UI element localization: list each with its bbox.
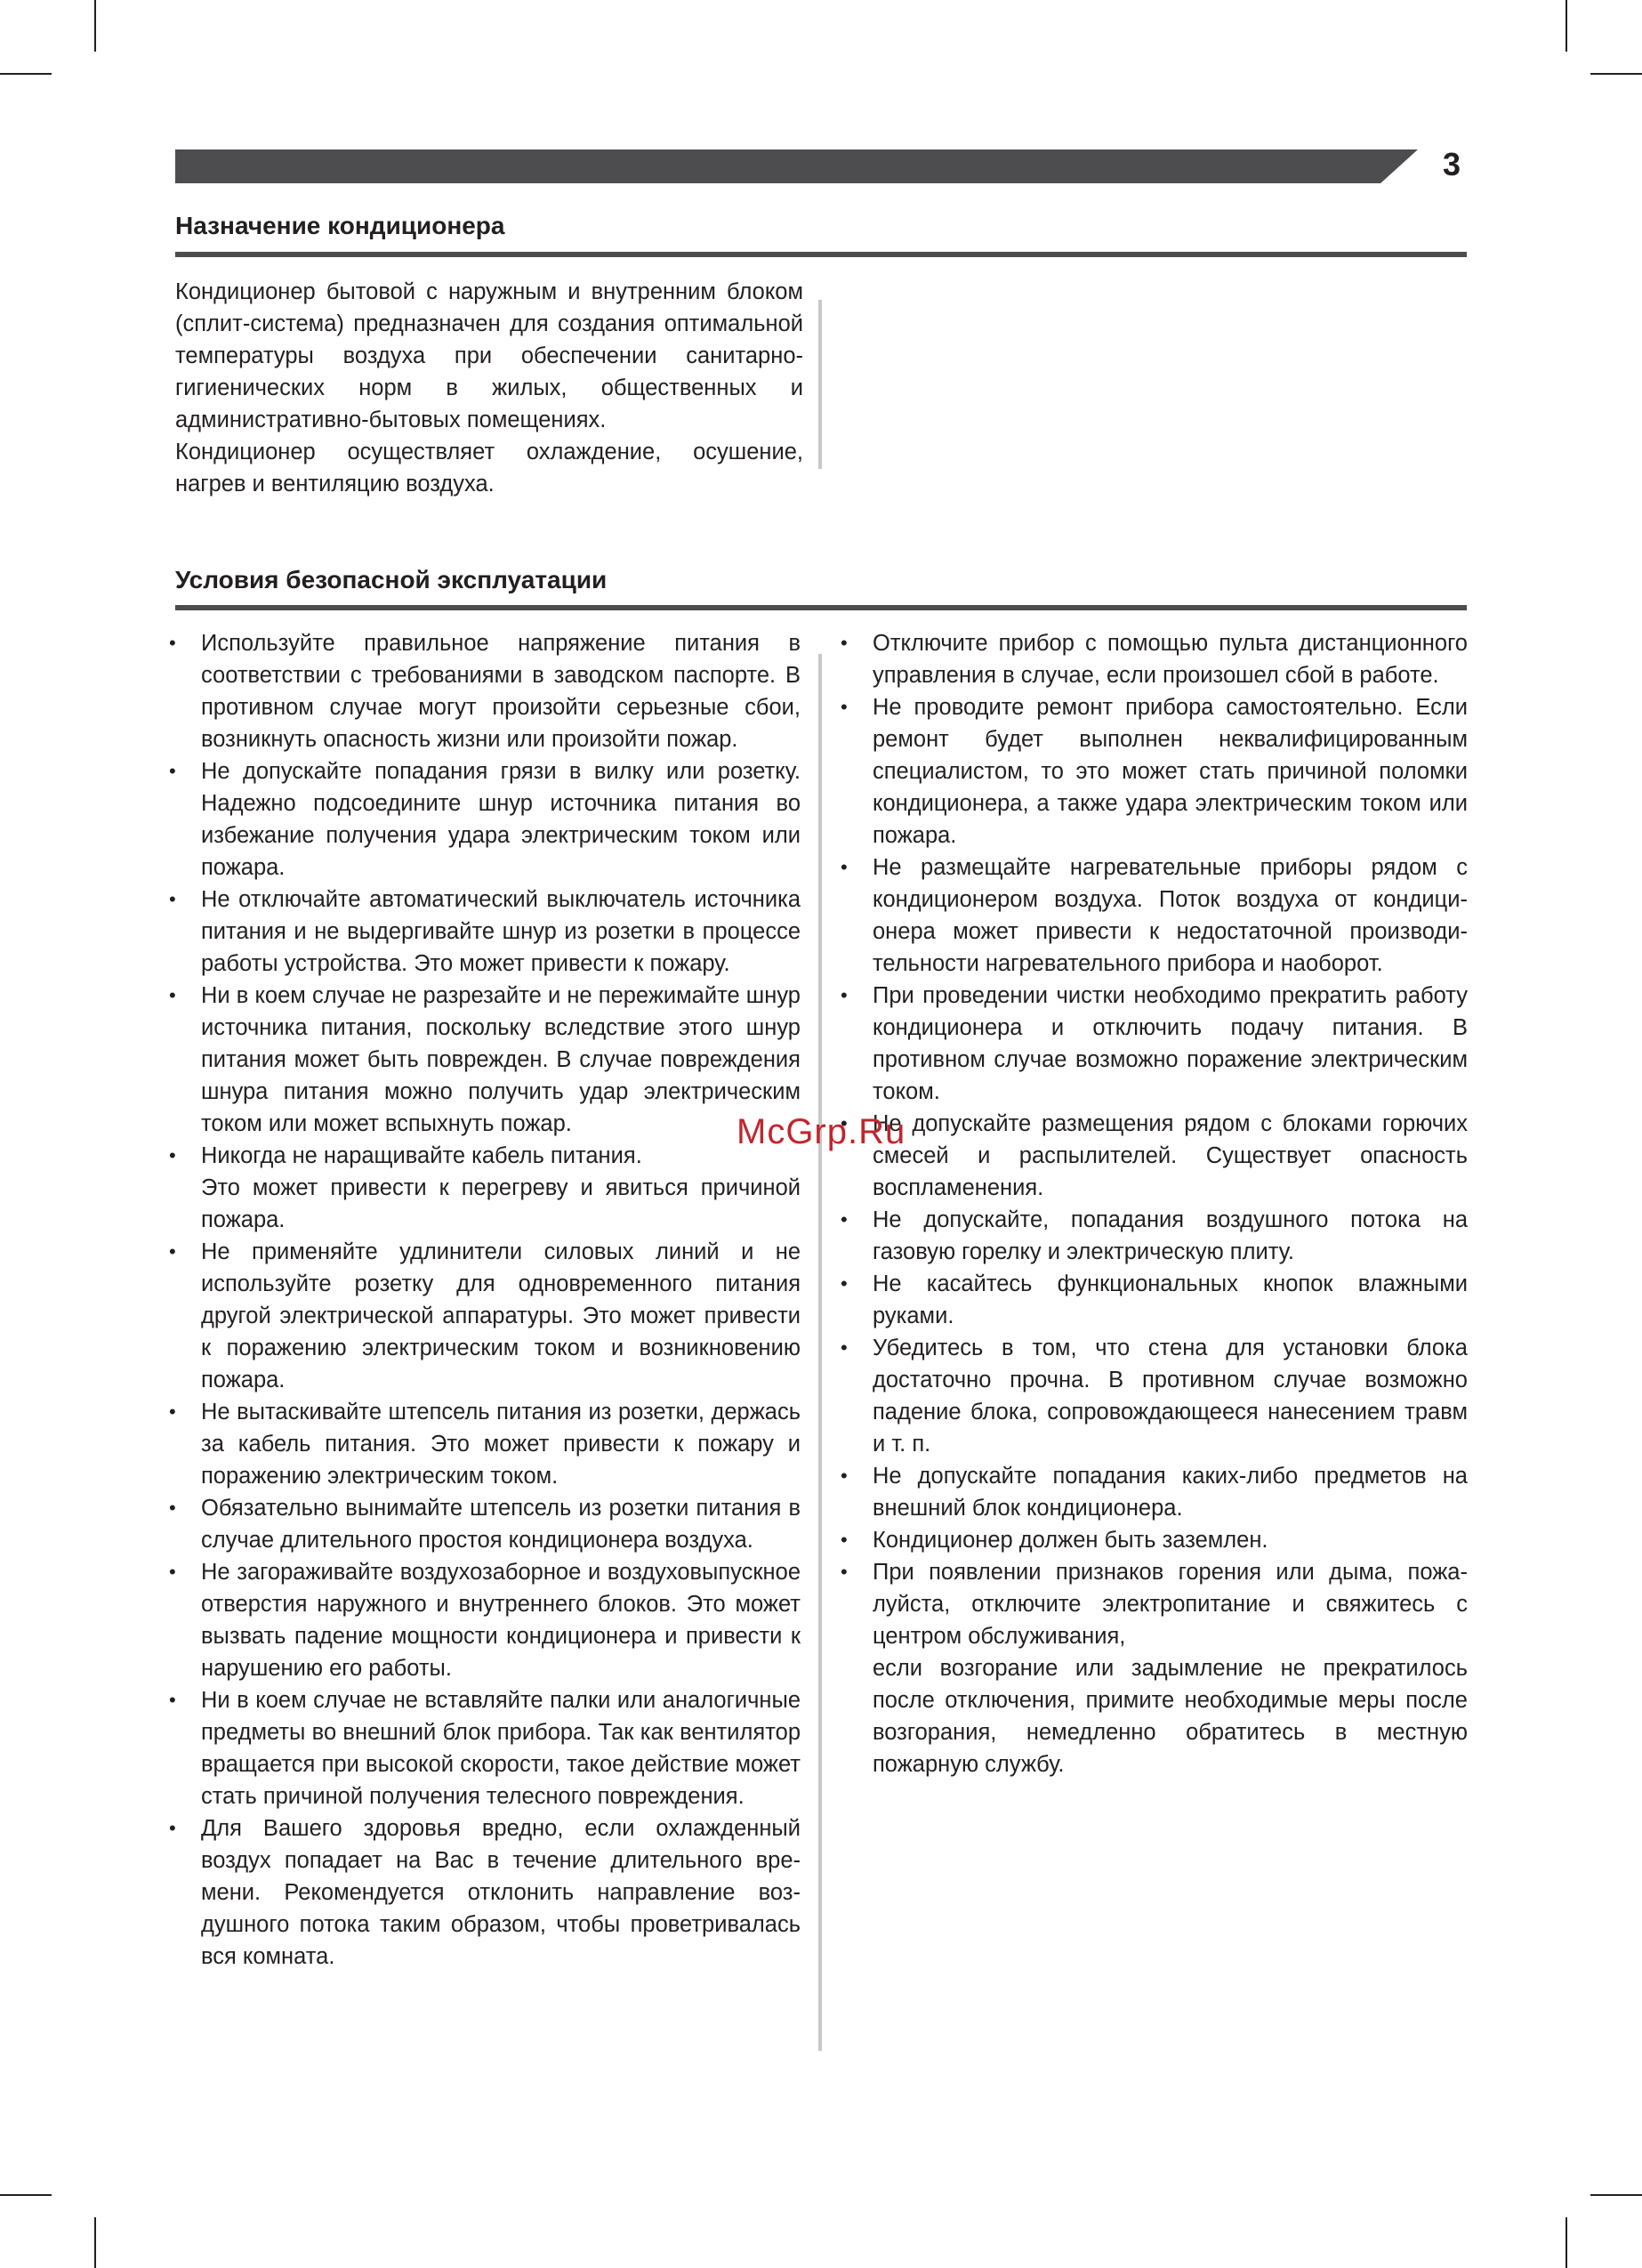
- column-divider: [818, 654, 822, 2051]
- crop-mark: [1566, 0, 1567, 52]
- list-item: • Не отключайте автоматический выключатель источника питания и не выдергивайте шнур из розетки в процессе работы устройства. Это может привести к пожару.: [169, 884, 801, 980]
- list-item: • При проведении чистки необходимо прекратить работу кондиционера и отключить подачу питания. В противном случае возможно поражение электрическим током.: [841, 980, 1468, 1108]
- list-item: • При появлении признаков горения или дыма, пожалуйста, отключите электропитание и свяжитесь с центром обслуживания, если возгорание или задымление не прекратилось после отключения, примите необходимые меры после возгорания, немедленно обратитесь в местную пожарную службу.: [841, 1556, 1468, 1780]
- crop-mark: [0, 73, 52, 75]
- purpose-text: [175, 276, 803, 500]
- list-item: • Не допускайте, попадания воздушного потока на газовую горелку и электрическую плиту.: [841, 1204, 1468, 1268]
- list-item: • Не размещайте нагревательные приборы рядом с кондиционером воздуха. Поток воздуха от кондиционера может привести к недостаточной производительности нагревательного прибора и наоборот.: [841, 852, 1468, 980]
- list-item: • Не касайтесь функциональных кнопок влажными руками.: [841, 1268, 1468, 1332]
- list-item: • Не применяйте удлинители силовых линий и не используйте розетку для одновременного питания другой электрической аппаратуры. Это может привести к поражению электрическим током и возникновению пожара.: [169, 1236, 801, 1396]
- crop-mark: [1566, 2217, 1567, 2268]
- list-item: • Не допускайте размещения рядом с блоками горючих смесей и распылителей. Существует опасность воспламенения.: [841, 1108, 1468, 1204]
- section-title-purpose: Назначение кондиционера: [175, 212, 505, 239]
- list-item: • Ни в коем случае не разрезайте и не пережимайте шнур источника питания, поскольку вследствие этого шнур питания может быть поврежден. В случае повреждения шнура питания можно получить удар электрическим током или может вспыхнуть пожар.: [169, 980, 801, 1140]
- list-item: • Не проводите ремонт прибора самостоятельно. Если ремонт будет выполнен неквалифицированным специалистом, то это может стать причиной поломки кондиционера, а также удара электрическим током или пожара.: [841, 691, 1468, 852]
- purpose-paragraph: Кондиционер осуществляет охлаждение, осушение, нагрев и вентиляцию воздуха.: [175, 440, 803, 496]
- list-item: • Кондиционер должен быть заземлен.: [841, 1524, 1468, 1556]
- safety-list-right: [841, 627, 1468, 1780]
- list-item: • Ни в коем случае не вставляйте палки или аналогичные предметы во внешний блок прибора. Так как вентилятор вращается при высокой скорости, такое действие может стать причиной получения телесного повреждения.: [169, 1684, 801, 1812]
- list-item: • Убедитесь в том, что стена для установки блока достаточно прочна. В противном случае возможно падение блока, сопровождающееся нанесением травм и т. п.: [841, 1332, 1468, 1460]
- list-item: • Для Вашего здоровья вредно, если охлажденный воздух попадает на Вас в течение длительного времени. Рекомендуется отклонить направление воздушного потока таким образом, чтобы проветривалась вся комната.: [169, 1812, 801, 1973]
- column-divider: [818, 300, 822, 469]
- list-item: • Отключите прибор с помощью пульта дистанционного управления в случае, если произошел сбой в работе.: [841, 627, 1468, 691]
- list-item: • Не допускайте попадания грязи в вилку или розетку. Надежно подсоедините шнур источника питания во избежание получения удара электрическим током или пожара.: [169, 755, 801, 884]
- crop-mark: [1590, 73, 1642, 75]
- crop-mark: [94, 2217, 96, 2268]
- section-rule: [175, 252, 1467, 257]
- section-rule: [175, 605, 1467, 610]
- page-number: 3: [1443, 146, 1461, 182]
- crop-mark: [1590, 2194, 1642, 2196]
- list-item: • Не загораживайте воздухозаборное и воздуховыпускное отверстия наружного и внутреннего блоков. Это может вызвать падение мощности кондиционера и привести к нарушению его работы.: [169, 1556, 801, 1684]
- section-title-safety: Условия безопасной эксплуатации: [175, 566, 608, 593]
- header-bar: [175, 149, 1418, 183]
- list-item: • Не вытаскивайте штепсель питания из розетки, держась за кабель питания. Это может привести к пожару и поражению электрическим током.: [169, 1396, 801, 1492]
- list-item: • Используйте правильное напряжение питания в соответствии с требованиями в заводском паспорте. В противном случае могут произойти серьезные сбои, возникнуть опасность жизни или произойти пожар.: [169, 627, 801, 755]
- purpose-paragraph: Кондиционер бытовой с наружным и внутренним блоком (сплит-система) предназначен для создания оптимальной температуры воздуха при обеспечении санитарно-гигиенических норм в жилых, общественных и административно-бытовых помещениях.: [175, 279, 803, 432]
- list-item: • Никогда не наращивайте кабель питания. Это может привести к перегреву и явиться причиной пожара.: [169, 1140, 801, 1236]
- crop-mark: [94, 0, 96, 52]
- safety-list-left: [169, 627, 801, 1973]
- list-item: • Обязательно вынимайте штепсель из розетки питания в случае длительного простоя кондиционера воздуха.: [169, 1492, 801, 1556]
- crop-mark: [0, 2194, 52, 2196]
- watermark: McGrp.Ru: [736, 1112, 906, 1151]
- list-item: • Не допускайте попадания каких-либо предметов на внешний блок кондиционера.: [841, 1460, 1468, 1524]
